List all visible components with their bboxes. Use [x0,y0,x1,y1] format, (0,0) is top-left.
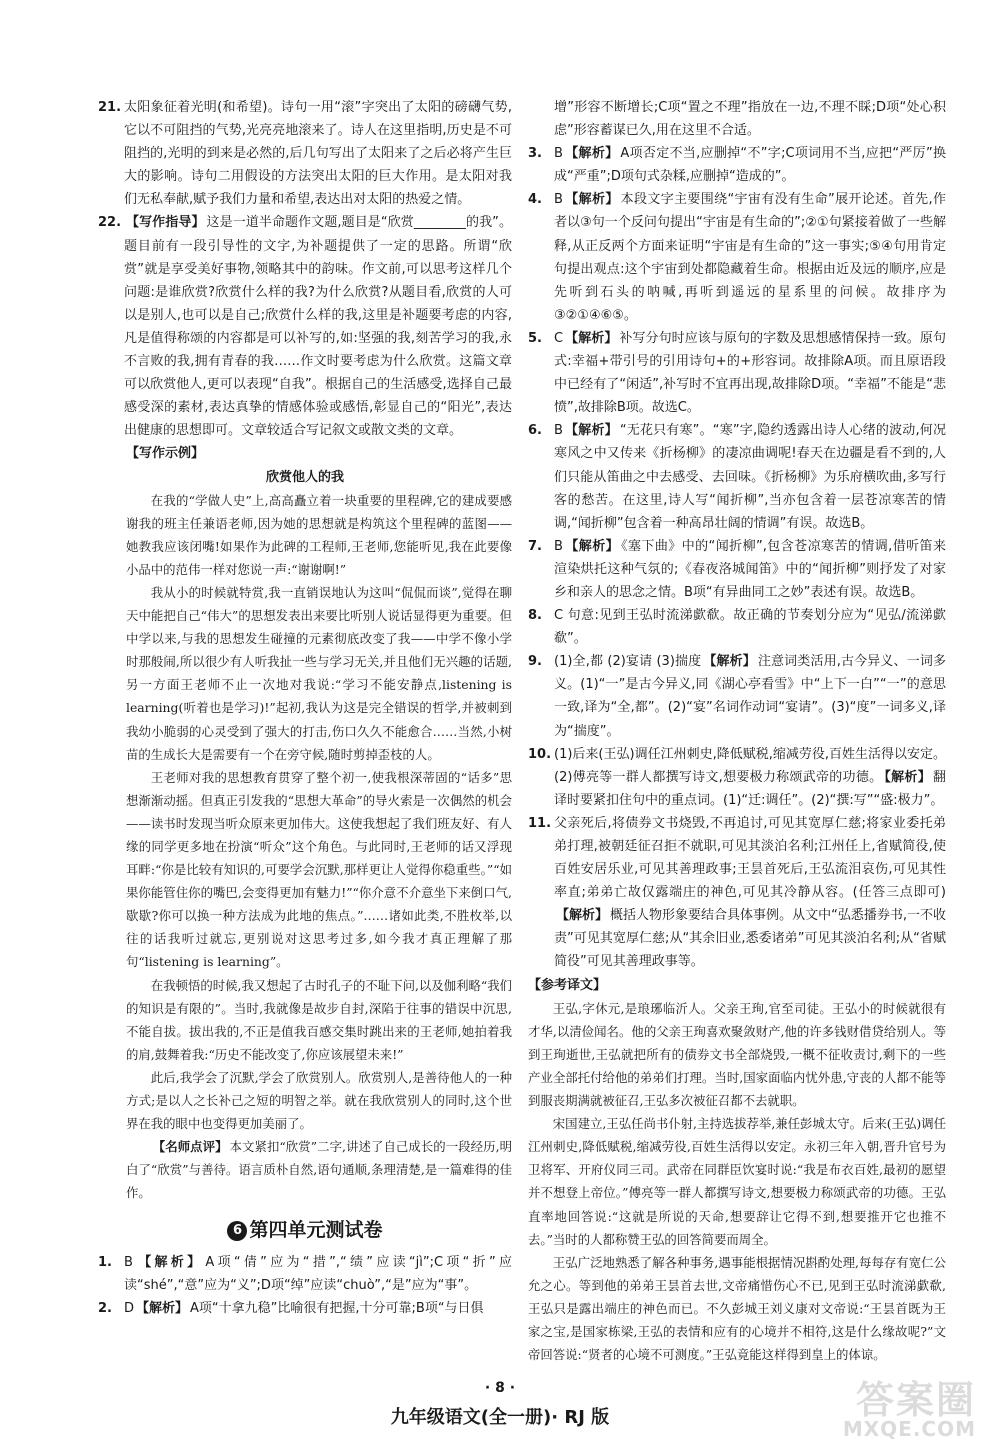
teacher-comment [126,1135,512,1204]
answer-text: 父亲死后,将债券文书烧毁,不再追讨,可见其宽厚仁慈;将家业委托弟弟打理,被朝廷征召拒不就职,可见其淡泊名利;江州任上,省赋简役,使百姓安居乐业,可见其善理政事;王昙首死后,王弘流泪哀伤,可见其性率直;弟弟亡故仅露端庄的神色,可见其冷静从容。(任答三点即可) [554,815,946,901]
answer-choice: C [554,330,564,346]
analysis-text: “无花只有寒”。“寒”字,隐约透露出诗人心绪的波动,何况寒风之中又传来《折杨柳》的凄凉曲调呢!春天在边疆是看不到的,人们只能从笛曲之中去感受、去回味。《折杨柳》为乐府横吹曲,多写行客的愁苦。在这里,诗人写“闻折柳”,当亦包含着一层苍凉寒苦的情调,“闻折柳”包含着一种高昂壮阔的情调”有误。故选B。 [554,423,946,531]
essay-paragraph: 在我的“学做人史”上,高高矗立着一块重要的里程碑,它的建成要感谢我的班主任兼语老师,因为她的思想就是构筑这个里程碑的蓝图——她教我应该闭嘴!如果作为此碑的工程师,王老师,您能听见,我在此要像小品中的范伟一样对您说一声:“谢谢啊!” [126,492,512,577]
answer-choice: B [554,146,563,162]
answer-2-continued [528,96,946,142]
question-number: 10. [528,746,552,762]
section-heading [98,1211,512,1251]
question-number: 21. [98,100,122,115]
answer-5 [528,327,946,419]
answer-choice: B [554,192,563,208]
analysis-tag: 【解析】 [136,1300,189,1316]
answer-choice: B [124,1254,133,1270]
teacher-comment-text: 本文紧扣“欣赏”二字,讲述了自己成长的一段经历,明白了“欣赏”与善待。语言质朴自然,语句通顺,条理清楚,是一篇难得的佳作。 [126,1139,512,1201]
answer-text: 太阳象征着光明(和希望)。诗句一用“滚”字突出了太阳的磅礴气势,它以不可阻挡的气势,光亮亮地滚来了。诗人在这里指明,历史是不可阻挡的,光明的到来是必然的,后几句写出了太阳来了之后必将产生巨大的影响。诗句二用假设的方法突出太阳的巨大作用。是太阳对我们无私奉献,赋予我们力量和希望,表达出对太阳的热爱之情。 [124,100,512,208]
analysis-tag: 【解析】 [134,1254,204,1270]
teacher-comment-tag: 【名师点评】 [152,1139,228,1155]
answer-10 [528,743,946,812]
translation-paragraph: 宋国建立,王弘任尚书仆射,主持选拔荐举,兼任彭城太守。后来(王弘)调任江州刺史,降低赋税,缩减劳役,百姓生活得以安定。永初三年入朝,晋升官号为卫将军、开府仪同三司。武帝在同群臣饮宴时说:“我是布衣百姓,最初的愿望并不想登上帝位。”傅亮等一群人都撰写诗文,想要极力称颂武帝的功德。王弘直率地回答说:“这就是所说的天命,想要辞让它得不到,想要推开它也推不去。”当时的人都称赞王弘的回答简要而周全。 [528,1116,946,1247]
analysis-tag: 【解析】 [884,769,931,785]
answer-22 [98,211,512,442]
question-number: 7. [528,538,542,554]
question-number: 9. [528,654,542,670]
watermark-text: 答案圈 [855,1378,976,1422]
answer-1 [98,1251,512,1297]
question-number: 6. [528,423,542,439]
analysis-text: 补写分句时应该与原句的字数及思想感情保持一致。原句式:幸福+带引号的引用诗句+的+形容词。故排除A项。而且原语段中已经有了“闲适”,补写时不宜再出现,故排除D项。“幸福”不能是“悲愤”,故排除B项。故选C。 [554,330,946,416]
answer-text: (1)后来(王弘)调任江州刺史,降低赋税,缩减劳役,百姓生活得以安定。(2)傅亮等一群人都撰写诗文,想要极力称颂武帝的功德。 [554,746,946,785]
essay-title: 欣赏他人的我 [265,469,344,485]
writing-guidance-tag: 【写作指导】 [126,215,205,231]
answer-choice: B [554,423,563,439]
left-column [98,96,512,1320]
watermark-url: MXQE.COM [842,1417,976,1441]
analysis-text: A项否定不当,应删掉“不”字;C项词用不当,应把“严厉”换成“严重”;D项句式杂糅,应删掉“造成的”。 [554,146,946,185]
answer-11 [528,812,946,974]
translation-paragraph: 王弘,字休元,是琅琊临沂人。父亲王珣,官至司徒。王弘小的时候就很有才华,以清俭闻名。他的父亲王珣喜欢聚敛财产,他的许多钱财借贷给别人。等到王珣逝世,王弘就把所有的债券文书全部烧毁,一概不征收责讨,剩下的一些产业全部托付给他的弟弟们打理。当时,国家面临内忧外患,守丧的人都不能等到服丧期满就被征召,王弘多次被征召都不去就职。 [528,1000,946,1109]
answer-6 [528,419,946,534]
question-number: 11. [528,815,552,831]
essay-paragraph: 此后,我学会了沉默,学会了欣赏别人。欣赏别人,是善待他人的一种方式;是以人之长补己之短的明智之举。就在我欣赏别人的同时,这个世界在我的眼中也变得更加美丽了。 [126,1069,512,1132]
answer-choice: B [554,538,563,554]
section-title: 第四单元测试卷 [249,1218,383,1241]
analysis-text: 翻译时要紧扣住句中的重点词。(1)“迁:调任”。(2)“撰:写”“盛:极力”。 [554,769,946,808]
question-number: 2. [98,1300,112,1316]
essay-paragraph: 在我顿悟的时候,我又想起了古时孔子的不耻下问,以及伽利略“我们的知识是有限的”。当时,我就像是故步自封,深陷于往事的错误中沉思,不能自拔。拔出我的,不正是值我百感交集时跳出来的王老师,她拍着我的肩,鼓舞着我:“历史不能改变了,你应该展望未来!” [126,977,512,1062]
answer-2 [98,1297,512,1320]
analysis-text: A项“倩”应为“措”,“绩”应读“jì”;C项“折”应读“shé”,“意”应为“义”;D项“绰”应读“chuò”,“是”应为“事”。 [124,1254,512,1293]
analysis-tag: 【解析】 [565,330,618,346]
analysis-tag: 【解析】 [564,146,619,162]
question-number: 5. [528,330,542,346]
analysis-tag: 【解析】 [564,538,620,554]
essay-paragraph: 我从小的时候就特赏,我一直销误地认为这叫“侃侃而谈”,觉得在聊天中能把自己“伟大”的思想发表出来要比听别人说话显得更为重要。但中学以来,与我的思想发生碰撞的元素彻底改变了我——中学不像小学时那般闹,所以很少有人听我扯一些与学习无关,并且他们无兴趣的话题,另一方面王老师不止一次地对我说:“学习不能安静点,listening is learning(听着也是学习)!”起初,我认为这是完全错误的哲学,并被刺到我幼小脆弱的心灵受到了强大的打击,伤口久久不能愈合……当然,小树苗的生成长大是需要有一个在旁守候,随时剪掉歪枝的人。 [126,584,512,762]
answer-9 [528,650,946,742]
analysis-text: A项“十拿九稳”比喻很有把握,十分可靠;B项“与日俱 [190,1300,484,1316]
writing-sample-label: 【写作示例】 [126,446,205,462]
analysis-text: 注意词类活用,古今异义、一词多义。(1)“一”是古今异义,同《湖心亭看雪》中“上下一白”“一”的意思一致,译为“全,都”。(2)“宴”名词作动词“宴请”。(3)“度”一词多义,译为“揣度”。 [554,654,946,739]
analysis-text: 概括人物形象要结合具体事例。从文中“弘悉播券书,一不收责”可见其宽厚仁慈;从“其余旧业,悉委诸弟”可见其淡泊名利;从“省赋简役”可见其善理政事等。 [554,908,946,970]
right-column [528,96,946,1366]
answer-7 [528,535,946,604]
reference-translation-label: 【参考译文】 [528,977,607,993]
page-number: · 8 · [484,1380,516,1396]
analysis-text: 增”形容不断增长;C项“置之不理”指放在一边,不理不睬;D项“处心积虑”形容蓄谋已久,用在这里不合适。 [554,100,946,139]
answer-21 [98,96,512,211]
answer-choice: D [124,1300,135,1316]
answer-choice: C [554,608,564,624]
analysis-tag: 【解析】 [564,192,619,208]
watermark-logo [836,1369,986,1441]
translation-paragraph: 王弘广泛地熟悉了解各种事务,遇事能根据情况斟酌处理,每每存有宽仁公允之心。等到他的弟弟王昙首去世,文帝痛惜伤心不已,见到王弘时流涕歔欷,王弘只是露出端庄的神色而已。不久彭城王刘义康对文帝说:“王昙首既为王家之宝,是国家栋梁,王弘的表情和应有的心境并不相符,这是什么缘故呢?”文帝回答说:“贤者的心境不可测度。”王弘竟能这样得到皇上的体谅。 [528,1254,946,1363]
analysis-text: 本段文字主要围绕“宇宙有没有生命”展开论述。首先,作者以③句一个反问句提出“宇宙是有生命的”;②①句紧接着做了一些解释,从正反两个方面来证明“宇宙是有生命的”这一事实;⑤④句用肯定句提出观点:这个宇宙到处都隐藏着生命。根据由近及远的顺序,应是先听到石头的呐喊,再听到遥远的星系里的问候。故排序为③②①④⑥⑤。 [554,192,946,323]
question-number: 22. [98,215,122,231]
question-number: 8. [528,608,542,624]
question-number: 3. [528,146,542,162]
answer-text: (1)全,都 (2)宴请 (3)揣度 [554,654,702,670]
analysis-tag: 【解析】 [703,654,756,670]
writing-guidance [124,211,512,442]
analysis-text: 《塞下曲》中的“闻折柳”,包含苍凉寒苦的情调,借听笛来渲染烘托这种气氛的;《春夜洛城闻笛》中的“闻折柳”则抒发了对家乡和亲人的思念之情。B项“有异曲同工之妙”表述有误。故选B。 [554,538,946,600]
question-number: 1. [98,1254,112,1270]
question-number: 4. [528,192,542,208]
book-title: 九年级语文(全一册)· RJ 版 [390,1407,610,1428]
answer-3 [528,142,946,188]
analysis-tag: 【解析】 [556,908,609,924]
essay-paragraph: 王老师对我的思想教育贯穿了整个初一,使我根深蒂固的“话多”思想渐渐动摇。但真正引发我的“思想大革命”的导火索是一次偶然的机会——读书时发现当听众原来更加伟大。这使我想起了我们班友好、有人缘的同学更多地在扮演“听众”这个角色。与此同时,王老师的话又浮现耳畔:“你是比较有知识的,可要学会沉默,那样更让人觉得你稳重些。”“如果你能管住你的嘴巴,会变得更加有魅力!”“你介意不介意坐下来倒口气,歇歇?你可以换一种方法成为此地的焦点。”……诸如此类,不胜枚举,以往的话我听过就忘,更别说对这思考过多,如今我才真正理解了那句“listening is learning”。 [126,769,512,970]
section-number-badge: 6 [227,1221,247,1241]
analysis-tag: 【解析】 [564,423,618,439]
answer-4 [528,188,946,327]
writing-guidance-text: 这是一道半命题作文题,题目是“欣赏________的我”。题目前有一段引导性的文字,为补题提供了一定的思路。所谓“欣赏”就是享受美好事物,领略其中的韵味。作文前,可以思考这样几个问题:是谁欣赏?欣赏什么样的我?为什么欣赏?从题目看,欣赏的人可以是别人,也可以是自己;欣赏什么样的我,这里是补题要考虑的内容,凡是值得称颂的内容都是可以补写的,如:坚强的我,刻苦学习的我,永不言败的我,拥有青春的我……作文时要考虑为什么欣赏。这篇文章可以欣赏他人,更可以表现“自我”。根据自己的生活感受,选择自己最感受深的素材,表达真挚的情感体验或感悟,彰显自己的“阳光”,表达出健康的思想即可。文章较适合写记叙文或散文类的文章。 [124,215,512,439]
analysis-text: 句意:见到王弘时流涕歔欷。故正确的节奏划分应为“见弘/流涕歔欷”。 [554,608,946,647]
answer-8 [528,604,946,650]
